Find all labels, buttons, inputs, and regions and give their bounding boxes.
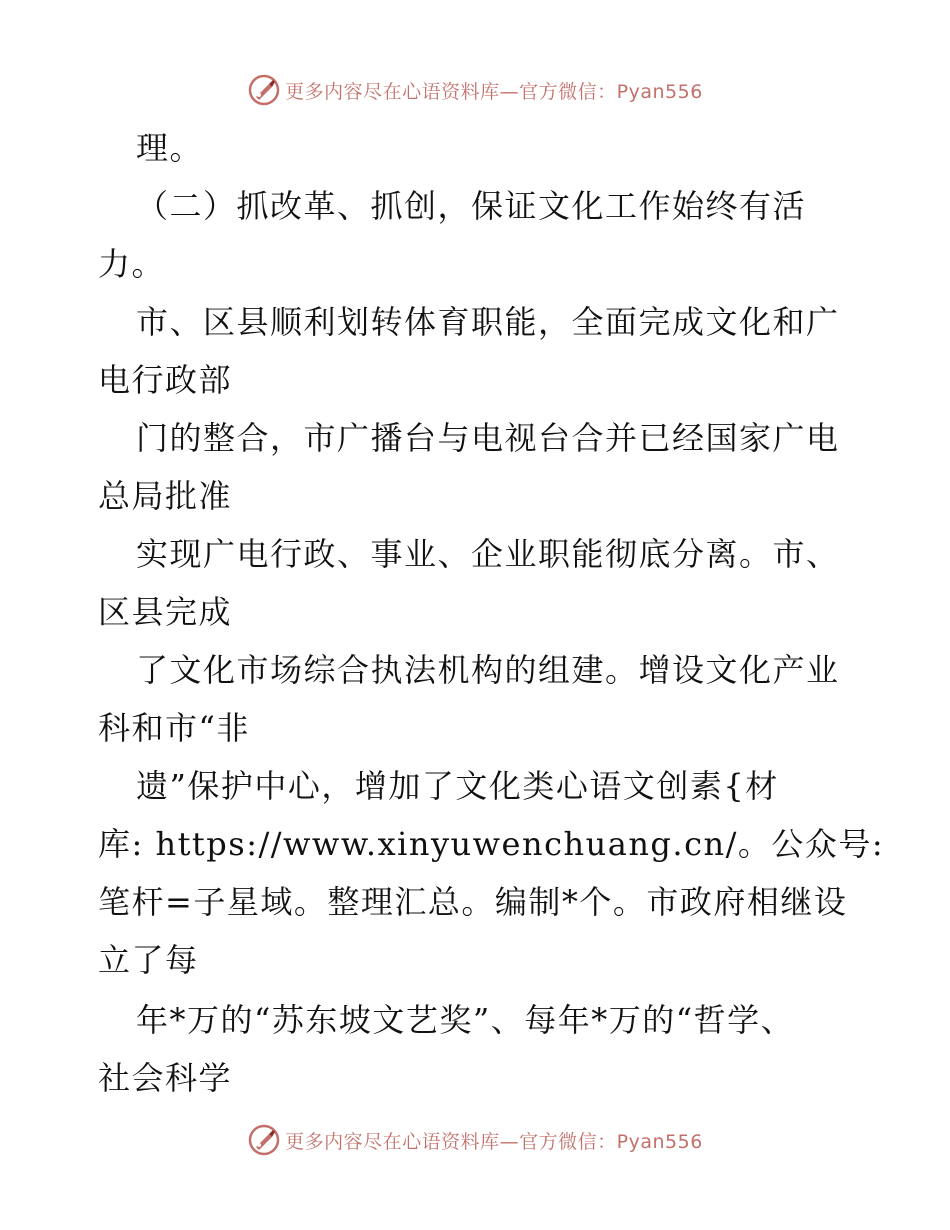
paragraph-line: 门的整合，市广播台与电视台合并已经国家广电 (136, 419, 840, 457)
paragraph-line: 了文化市场综合执法机构的组建。增设文化产业 (136, 651, 840, 689)
paragraph-line: 市、区县顺利划转体育职能，全面完成文化和广 (136, 303, 840, 341)
paragraph-line: 遗”保护中心，增加了文化类心语文创素{材 (136, 767, 779, 805)
paragraph-line: 年*万的“苏东坡文艺奖”、每年*万的“哲学、 (136, 1001, 795, 1039)
paragraph-line: 社会科学 (98, 1059, 233, 1097)
paragraph-line: 理。 (136, 129, 204, 167)
wechat-id: Pyan556 (616, 80, 703, 103)
paragraph-line: 力。 (98, 245, 166, 283)
paragraph-line: 电行政部 (98, 361, 233, 399)
paragraph-line: 笔杆=子星域。整理汇总。编制*个。市政府相继设 (98, 883, 848, 921)
wechat-id: Pyan556 (616, 1130, 703, 1153)
paragraph-line: 立了每 (98, 941, 199, 979)
banner-text: 更多内容尽在心语资料库—官方微信：Pyan556 (285, 80, 703, 103)
section-heading: （二）抓改革、抓创，保证文化工作始终有活 (136, 187, 807, 225)
paragraph-line: 库: https://www.xinyuwenchuang.cn/。公众号: (98, 825, 885, 863)
paragraph-line: 区县完成 (98, 593, 233, 631)
banner-text: 更多内容尽在心语资料库—官方微信：Pyan556 (285, 1130, 703, 1153)
paragraph-line: 实现广电行政、事业、企业职能彻底分离。市、 (136, 535, 840, 573)
pen-nib-logo-icon (247, 1123, 281, 1157)
paragraph-line: 总局批准 (98, 477, 233, 515)
paragraph-line: 科和市“非 (98, 709, 250, 747)
footer-banner (0, 1120, 950, 1160)
